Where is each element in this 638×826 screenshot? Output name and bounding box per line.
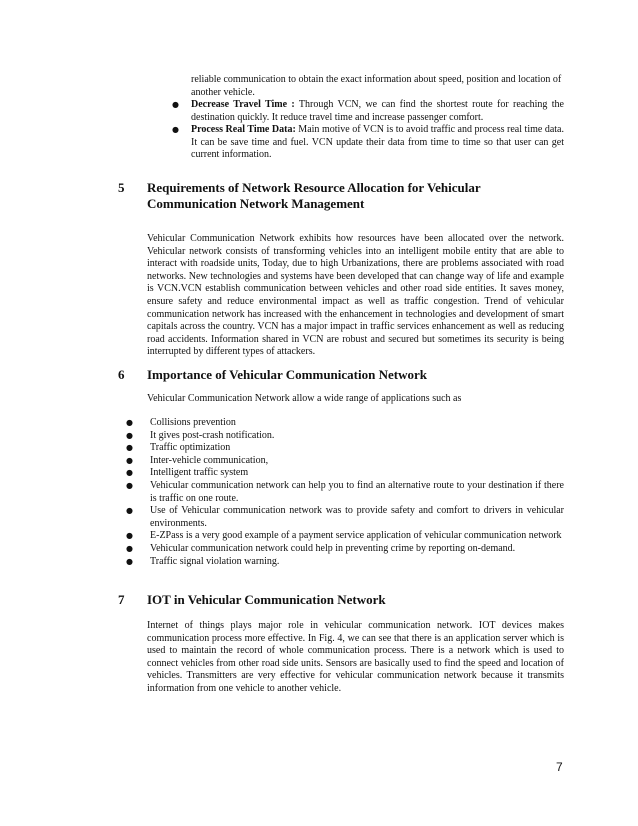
section-7-paragraph-block bbox=[147, 620, 564, 696]
section-5-number: 5 bbox=[118, 180, 125, 195]
list-item: ● Collisions prevention bbox=[126, 417, 236, 428]
list-item: ● It gives post-crash notification. bbox=[126, 429, 275, 441]
bullet-icon: ● bbox=[172, 125, 179, 134]
bullet-icon: ● bbox=[126, 506, 133, 516]
list-item: ● Traffic optimization bbox=[126, 442, 231, 454]
list-item: ● Use of Vehicular communication network was to provide safety and comfort to drivers in vehicular environments. bbox=[126, 505, 564, 529]
term-label: Process Real Time Data: bbox=[191, 124, 296, 135]
bullet-icon: ● bbox=[126, 418, 133, 427]
bullet-icon: ● bbox=[126, 468, 133, 478]
top-list bbox=[191, 74, 564, 99]
section-5-paragraph-block bbox=[147, 233, 564, 359]
list-continuation-text: reliable communication to obtain the exact information about speed, position and location of another vehicle. bbox=[191, 74, 562, 98]
bullet-icon: ● bbox=[172, 100, 179, 109]
section-5-title: Requirements of Network Resource Allocation for Vehicular Communication Network Management bbox=[147, 180, 481, 211]
list-item: ● E-ZPass is a very good example of a payment service application of vehicular communication network bbox=[126, 530, 562, 542]
bullet-icon: ● bbox=[126, 556, 133, 566]
section-5-paragraph: Vehicular Communication Network exhibits how resources have been allocated over the network. Vehicular network consists of transforming vehicles into an intelligent mobile entity that are able to interact with roadside units, Today, due to high Urbanizations, there are problems associated with road networks. New technologies and systems have been developed that can change way of life and example is VCN.VCN establish communication between vehicles and other road side entities. It saves money, ensure safety and reduce environmental impact as well as traffic congestion. Trend of vehicular communication network has increased with the enhancement in technologies and development of smart capitals across the country. VCN has a major impact in traffic services enhancement as well as reducing road accidents. Information shared in VCN are robust and secured but sometimes its security is being interrupted by different types of attackers. bbox=[147, 233, 564, 358]
list-item-process-real-time-data bbox=[191, 124, 564, 162]
list-item: ● Intelligent traffic system bbox=[126, 467, 249, 479]
list-item: ● Vehicular communication network can help you to find an alternative route to your destination if there is traffic on one route. bbox=[126, 479, 564, 504]
bullet-icon: ● bbox=[126, 480, 133, 490]
bullet-icon: ● bbox=[126, 531, 133, 541]
bullet-icon: ● bbox=[126, 455, 133, 465]
section-7-paragraph: Internet of things plays major role in vehicular communication network. IOT devices makes communication process more effective. In Fig. 4, we can see that there is an application server which is used to maintain the record of whole communication process. There is a network which is used to connect vehicles from other road side units. Sensors are basically used to find the speed and location of vehicles. Transmitters are very effective for vehicular communication network because it transmits information from one vehicle to another vehicle. bbox=[147, 620, 564, 694]
term-label: Decrease Travel Time : bbox=[191, 99, 295, 110]
section-6-number: 6 bbox=[118, 367, 125, 382]
section-7-number: 7 bbox=[118, 592, 125, 607]
page-number: 7 bbox=[556, 760, 563, 774]
section-7-title: IOT in Vehicular Communication Network bbox=[147, 592, 386, 607]
bullet-icon: ● bbox=[126, 443, 133, 453]
section-6-title: Importance of Vehicular Communication Network bbox=[147, 367, 427, 382]
term-text: Main motive of VCN is to avoid traffic and process real time data. It can be save time and fuel. VCN update their data from time to time so that user can get current information. bbox=[191, 124, 564, 161]
bullet-icon: ● bbox=[126, 543, 133, 553]
list-item: ● Vehicular communication network could help in preventing crime by reporting on-demand. bbox=[126, 542, 516, 554]
term-text: Through VCN, we can find the shortest route for reaching the destination quickly. It reduce travel time and increase passenger comfort. bbox=[191, 99, 564, 123]
section-6-list bbox=[126, 417, 564, 568]
list-item: ● Traffic signal violation warning. bbox=[126, 555, 280, 567]
bullet-icon: ● bbox=[126, 430, 133, 440]
section-6-intro: Vehicular Communication Network allow a wide range of applications such as bbox=[147, 393, 462, 404]
list-item-decrease-travel-time bbox=[191, 99, 564, 124]
section-6-intro-block bbox=[147, 393, 564, 406]
list-item: ● Inter-vehicle communication, bbox=[126, 454, 269, 466]
